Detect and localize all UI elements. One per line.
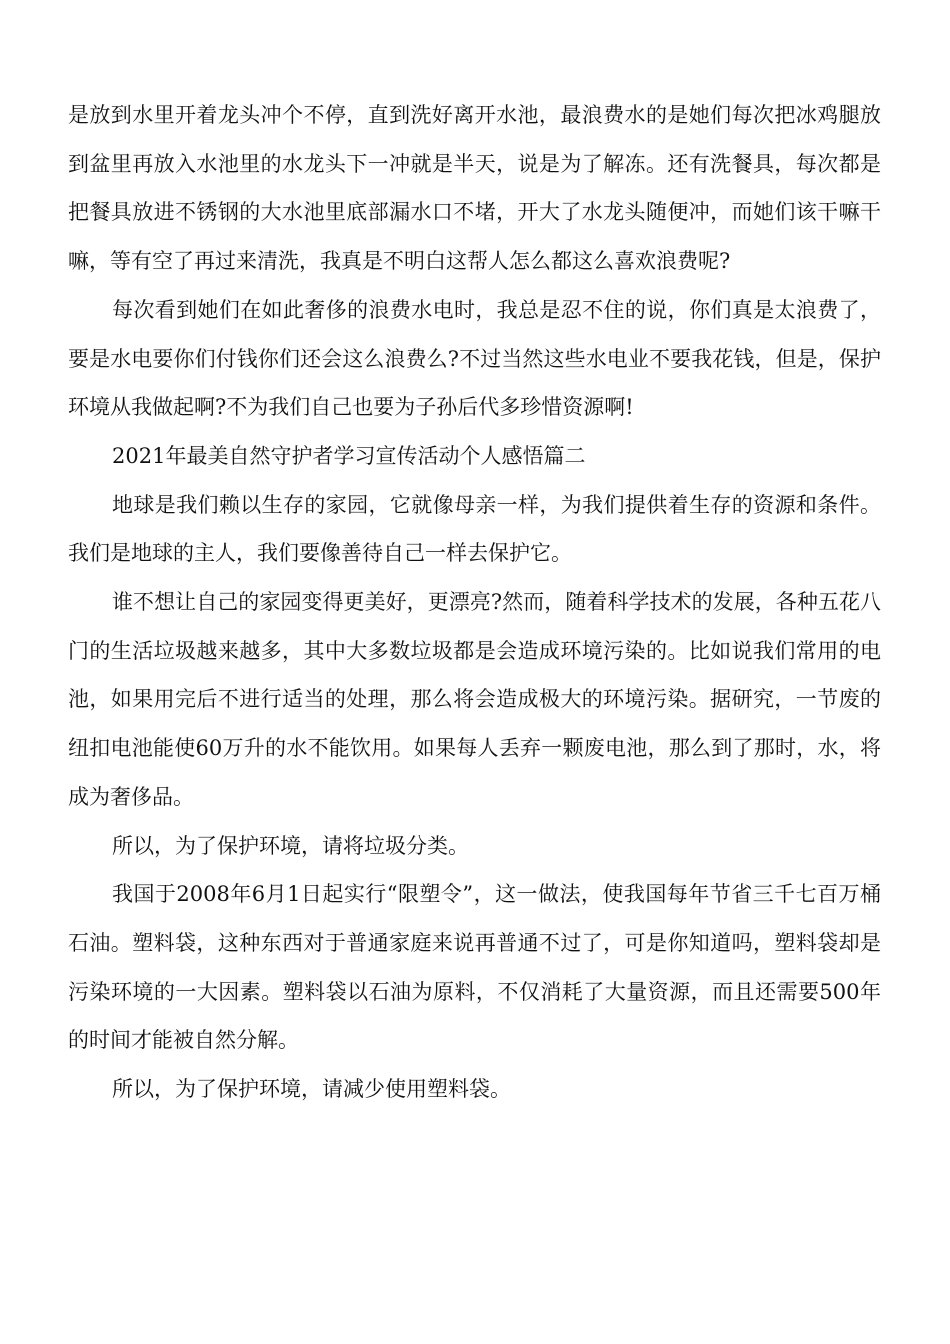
paragraph: 我国于2008年6月1日起实行“限塑令”，这一做法，使我国每年节省三千七百万桶石油。塑料袋，这种东西对于普通家庭来说再普通不过了，可是你知道吗，塑料袋却是污染环境的一大因素。塑料袋以石油为原料，不仅消耗了大量资源，而且还需要500年的时间才能被自然分解。 (68, 882, 881, 1053)
paragraph-continuation: 是放到水里开着龙头冲个不停，直到洗好离开水池，最浪费水的是她们每次把冰鸡腿放到盆里再放入水池里的水龙头下一冲就是半天，说是为了解冻。还有洗餐具，每次都是把餐具放进不锈钢的大水池里底部漏水口不堵，开大了水龙头随便冲，而她们该干嘛干嘛，等有空了再过来清洗，我真是不明白这帮人怎么都这么喜欢浪费呢? (68, 103, 881, 274)
paragraph: 所以，为了保护环境，请减少使用塑料袋。 (112, 1077, 511, 1102)
section-heading: 2021年最美自然守护者学习宣传活动个人感悟篇二 (112, 443, 586, 468)
document-body (68, 91, 881, 1114)
paragraph: 地球是我们赖以生存的家园，它就像母亲一样，为我们提供着生存的资源和条件。我们是地球的主人，我们要像善待自己一样去保护它。 (68, 492, 881, 566)
paragraph: 每次看到她们在如此奢侈的浪费水电时，我总是忍不住的说，你们真是太浪费了，要是水电要你们付钱你们还会这么浪费么?不过当然这些水电业不要我花钱，但是，保护环境从我做起啊?不为我们自己也要为子孙后代多珍惜资源啊! (68, 297, 881, 420)
paragraph: 谁不想让自己的家园变得更美好，更漂亮?然而，随着科学技术的发展，各种五花八门的生活垃圾越来越多，其中大多数垃圾都是会造成环境污染的。比如说我们常用的电池，如果用完后不进行适当的处理，那么将会造成极大的环境污染。据研究，一节废的纽扣电池能使60万升的水不能饮用。如果每人丢弃一颗废电池，那么到了那时，水，将成为奢侈品。 (68, 590, 881, 809)
paragraph: 所以，为了保护环境，请将垃圾分类。 (112, 833, 469, 858)
